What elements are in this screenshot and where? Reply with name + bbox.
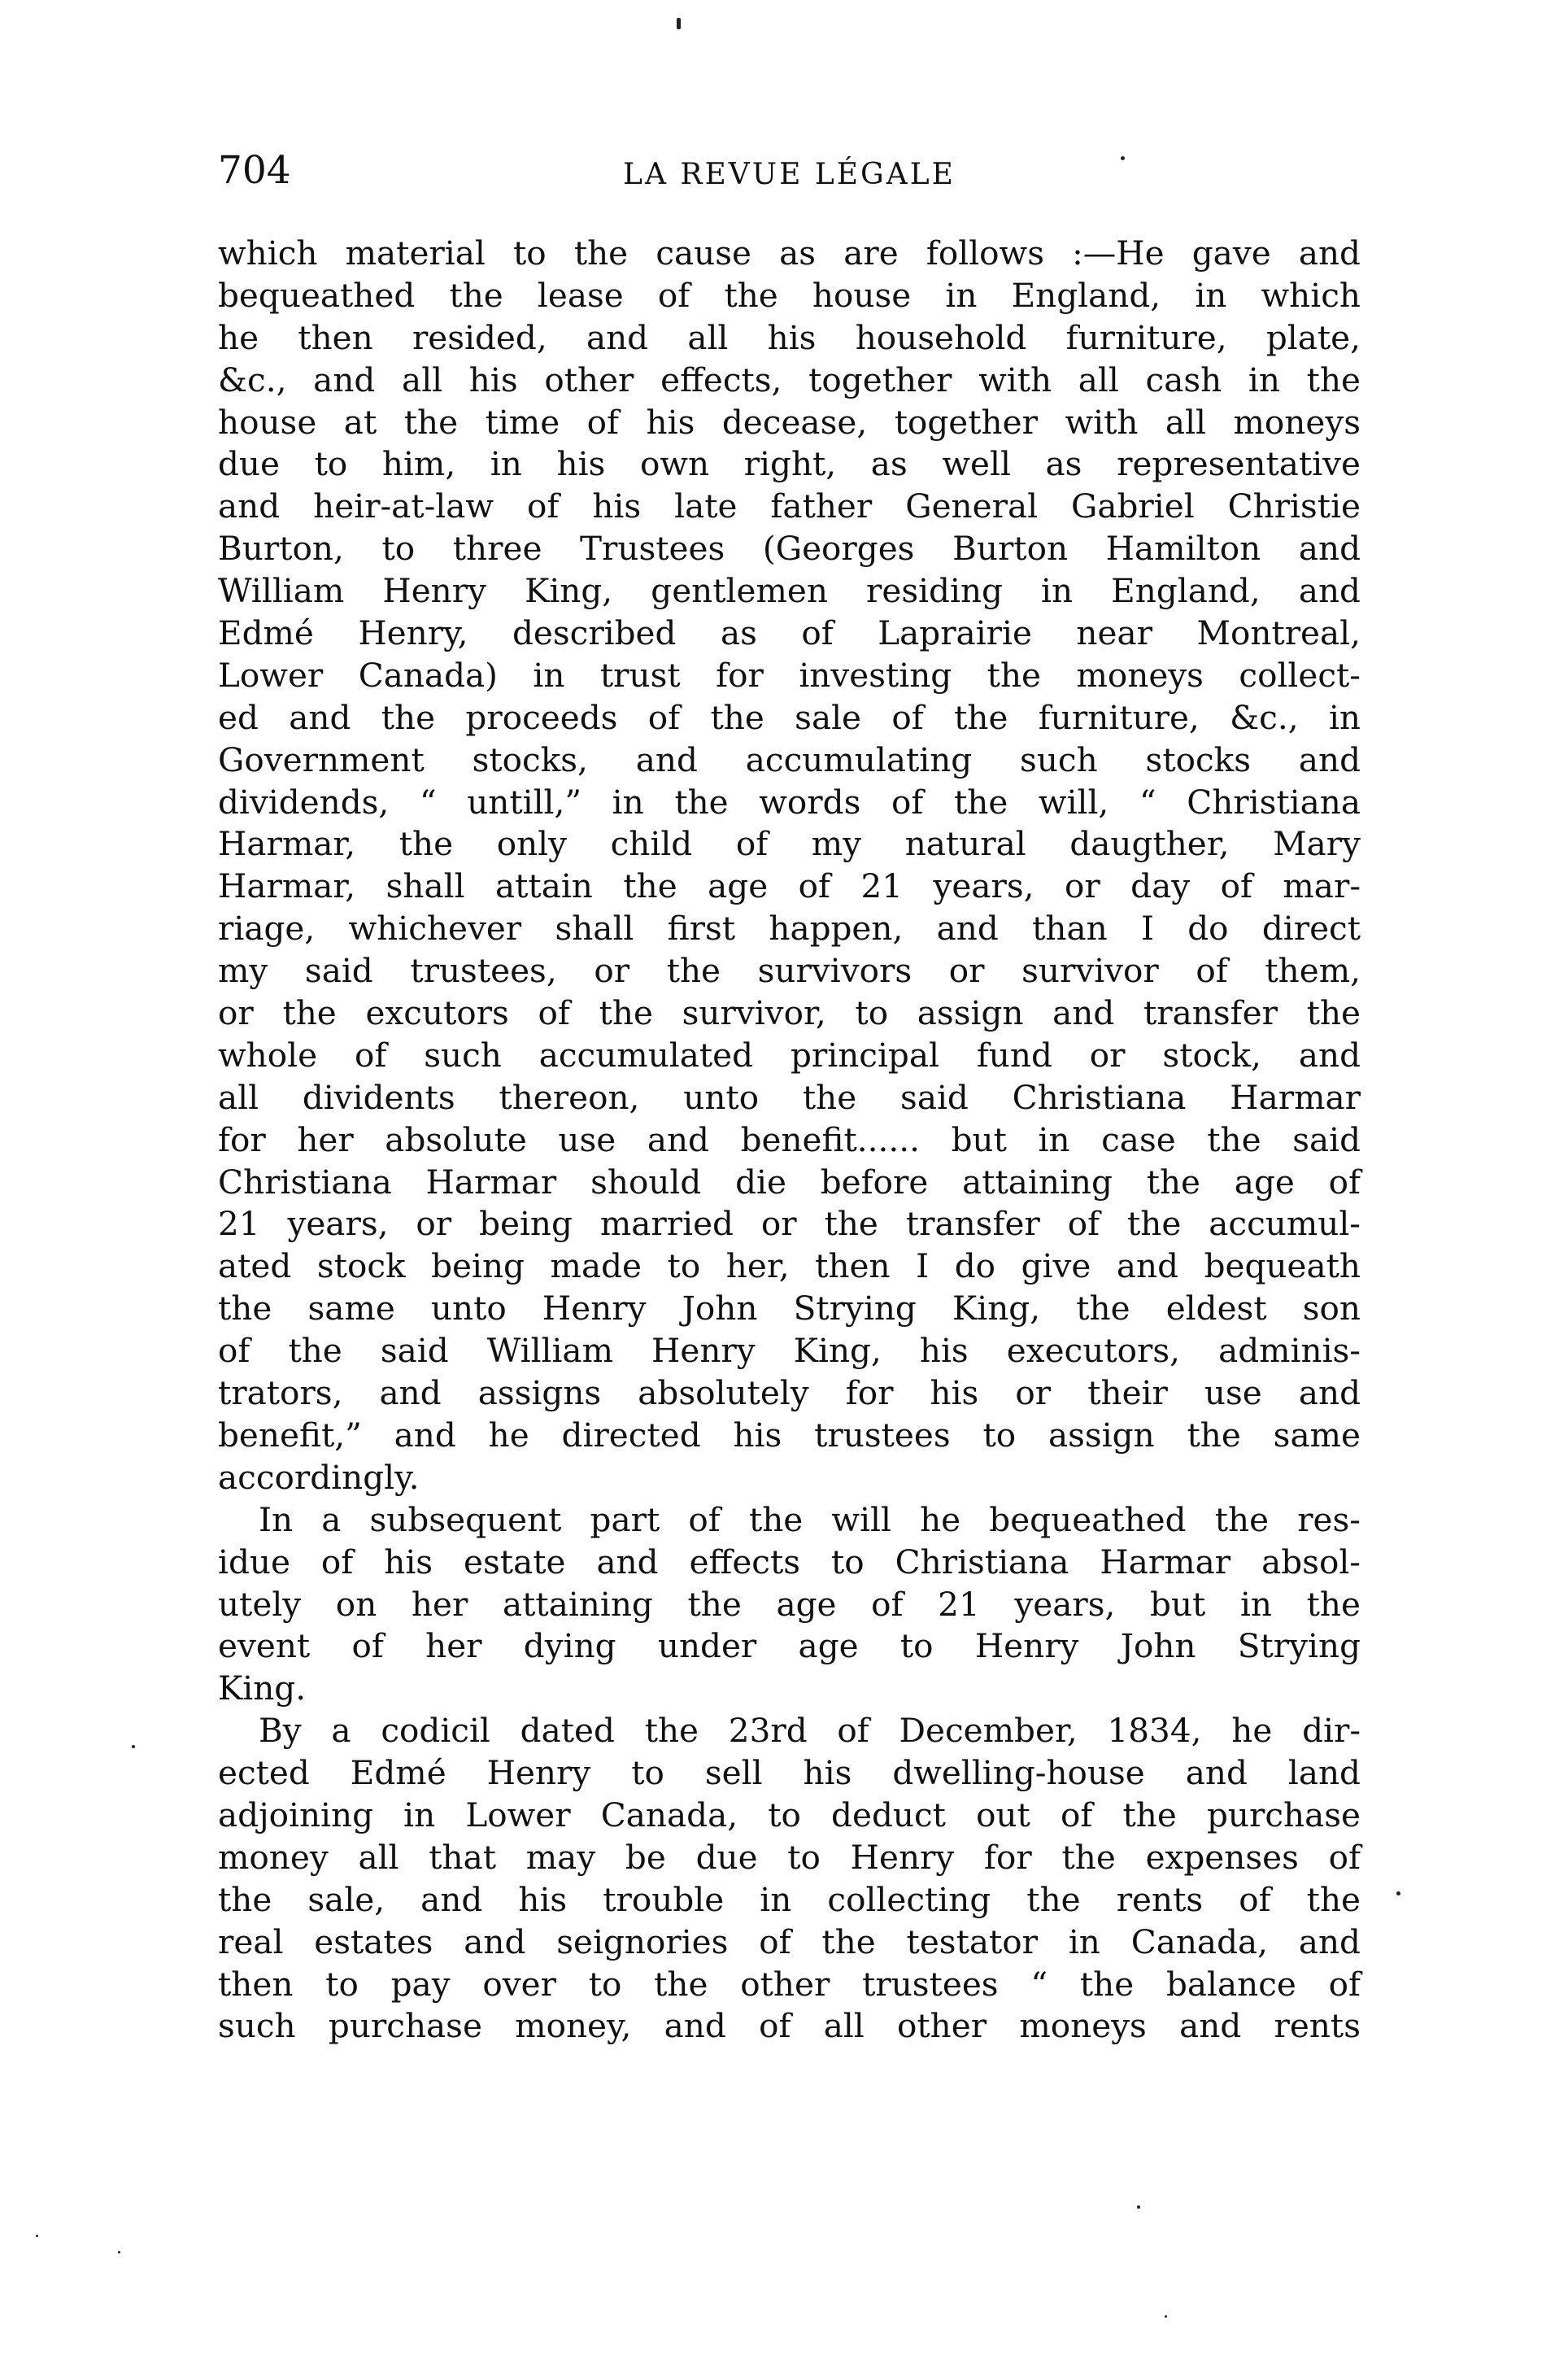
text-line: Harmar, the only child of my natural daugther, Mary (218, 824, 1361, 864)
scan-speck (1165, 2315, 1167, 2318)
text-line: ected Edmé Henry to sell his dwelling-house and land (218, 1753, 1361, 1793)
text-line: ed and the proceeds of the sale of the furniture, &c., in (218, 697, 1361, 737)
text-line: whole of such accumulated principal fund or stock, and (218, 1035, 1361, 1075)
text-line: Harmar, shall attain the age of 21 years, or day of mar- (218, 866, 1361, 906)
text-line: or the excutors of the survivor, to assign and transfer the (218, 993, 1361, 1033)
paragraph (218, 1499, 1361, 1710)
page-header (218, 146, 1361, 203)
text-line: ated stock being made to her, then I do give and bequeath (218, 1246, 1361, 1286)
text-line: &c., and all his other effects, together with all cash in the (218, 360, 1361, 399)
text-line: money all that may be due to Henry for the expenses of (218, 1837, 1361, 1877)
text-line: trators, and assigns absolutely for his or their use and (218, 1373, 1361, 1413)
scan-speck (677, 18, 681, 29)
text-line: bequeathed the lease of the house in England, in which (218, 275, 1361, 315)
text-line: In a subsequent part of the will he bequeathed the res- (259, 1499, 1361, 1539)
text-line: accordingly. (218, 1457, 420, 1497)
text-line: King. (218, 1669, 307, 1708)
text-line: event of her dying under age to Henry John Strying (218, 1626, 1361, 1666)
text-line: for her absolute use and benefit...... but in case the said (218, 1119, 1361, 1159)
scan-speck (1137, 2205, 1140, 2209)
text-line: utely on her attaining the age of 21 years, but in the (218, 1584, 1361, 1624)
scan-speck (1396, 1891, 1400, 1895)
text-line: Lower Canada) in trust for investing the moneys collect- (218, 655, 1361, 695)
paragraph (218, 233, 1361, 1499)
text-line: William Henry King, gentlemen residing in England, and (218, 571, 1361, 611)
text-line: idue of his estate and effects to Christiana Harmar absol- (218, 1542, 1361, 1581)
text-line: such purchase money, and of all other moneys and rents (218, 2006, 1361, 2046)
scan-speck (36, 2235, 38, 2237)
body-text (218, 233, 1361, 2048)
text-line: Edmé Henry, described as of Laprairie near Montreal, (218, 613, 1361, 653)
text-line: By a codicil dated the 23rd of December, 1834, he dir- (259, 1711, 1361, 1751)
text-line: house at the time of his decease, together with all moneys (218, 402, 1361, 442)
text-line: due to him, in his own right, as well as representative (218, 444, 1361, 484)
scan-speck (132, 1745, 135, 1748)
text-line: benefit,” and he directed his trustees to assign the same (218, 1415, 1361, 1455)
text-line: adjoining in Lower Canada, to deduct out of the purchase (218, 1795, 1361, 1834)
text-line: dividends, “ untill,” in the words of the will, “ Christiana (218, 782, 1361, 822)
text-line: which material to the cause as are follows :—He gave and (218, 233, 1361, 273)
scan-speck (118, 2251, 120, 2253)
running-head: LA REVUE LÉGALE (623, 158, 956, 191)
text-line: Burton, to three Trustees (Georges Burton Hamilton and (218, 529, 1361, 569)
text-line: and heir-at-law of his late father General Gabriel Christie (218, 486, 1361, 526)
text-line: riage, whichever shall first happen, and than I do direct (218, 909, 1361, 949)
text-line: then to pay over to the other trustees “ the balance of (218, 1964, 1361, 2004)
page-number: 704 (218, 148, 291, 193)
text-line: the sale, and his trouble in collecting the rents of the (218, 1879, 1361, 1919)
text-line: 21 years, or being married or the transfer of the accumul- (218, 1204, 1361, 1244)
paragraph (218, 1710, 1361, 2048)
text-line: real estates and seignories of the testator in Canada, and (218, 1922, 1361, 1961)
text-line: Christiana Harmar should die before attaining the age of (218, 1162, 1361, 1202)
scan-speck (1121, 156, 1125, 160)
text-line: he then resided, and all his household furniture, plate, (218, 317, 1361, 357)
text-line: my said trustees, or the survivors or survivor of them, (218, 951, 1361, 991)
text-line: all dividents thereon, unto the said Christiana Harmar (218, 1077, 1361, 1117)
text-line: of the said William Henry King, his executors, adminis- (218, 1331, 1361, 1371)
text-line: the same unto Henry John Strying King, the eldest son (218, 1289, 1361, 1328)
text-line: Government stocks, and accumulating such stocks and (218, 739, 1361, 779)
